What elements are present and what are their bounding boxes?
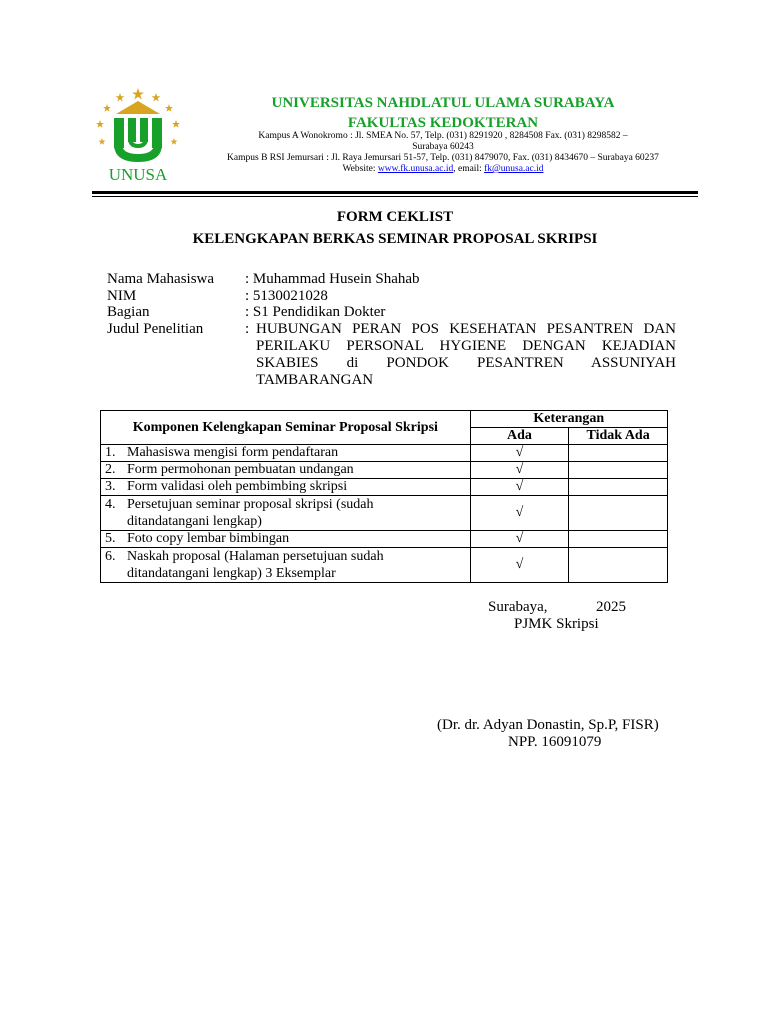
judul-line: HUBUNGAN PERAN POS KESEHATAN PESANTREN DAN: [256, 321, 676, 337]
header-ada: Ada: [470, 428, 569, 445]
faculty-name: FAKULTAS KEDOKTERAN: [347, 115, 539, 131]
logo-wordmark: UNUSA: [108, 165, 168, 184]
campus-b-address: Kampus B RSI Jemursari : Jl. Raya Jemursari 51-57, Telp. (031) 8479070, Fax. (031) 8434670 – Surabaya 60237: [227, 153, 659, 163]
bagian-value: : S1 Pendidikan Dokter: [245, 304, 386, 320]
form-title: FORM CEKLIST: [336, 209, 454, 225]
judul-line: TAMBARANGAN: [256, 372, 374, 388]
contact-line: [190, 164, 696, 175]
ada-cell: √: [470, 548, 569, 583]
tidak-ada-cell: [569, 548, 668, 583]
item-number: 4.: [105, 497, 116, 512]
item-cell: [101, 548, 471, 583]
item-cell: [101, 445, 471, 462]
item-line: [105, 548, 466, 565]
item-text: Mahasiswa mengisi form pendaftaran: [127, 445, 339, 460]
item-number: 1.: [105, 445, 116, 460]
ada-cell: √: [470, 462, 569, 479]
email-link[interactable]: fk@unusa.ac.id: [484, 164, 544, 174]
item-text: Form validasi oleh pembimbing skripsi: [127, 479, 348, 494]
nim-value: : 5130021028: [245, 288, 328, 304]
judul-line: PERILAKU PERSONAL HYGIENE DENGAN KEJADIAN: [256, 338, 676, 354]
item-number: 3.: [105, 479, 116, 494]
letterhead-rule-thick: [92, 191, 698, 194]
email-label: , email:: [453, 164, 485, 174]
signature-role: PJMK Skripsi: [514, 616, 599, 632]
item-text: Form permohonan pembuatan undangan: [127, 462, 354, 477]
signatory-npp: NPP. 16091079: [508, 734, 602, 750]
item-number: 2.: [105, 462, 116, 477]
unusa-emblem-icon: [92, 84, 184, 184]
table-row: [101, 445, 668, 462]
signature-place: Surabaya,: [488, 599, 548, 615]
unusa-logo: [92, 84, 184, 184]
ada-cell: √: [470, 445, 569, 462]
website-label: Website:: [342, 164, 378, 174]
signature-year: 2025: [596, 599, 626, 615]
item-number: 6.: [105, 549, 116, 564]
item-cell: [101, 479, 471, 496]
website-link[interactable]: www.fk.unusa.ac.id: [377, 164, 454, 174]
tidak-ada-cell: [569, 531, 668, 548]
judul-line: SKABIES di PONDOK PESANTREN ASSUNIYAH: [256, 355, 676, 371]
ada-cell: √: [470, 479, 569, 496]
checklist-table: [100, 410, 668, 583]
item-line: [105, 496, 466, 513]
campus-a-address: Kampus A Wonokromo : Jl. SMEA No. 57, Telp. (031) 8291920 , 8284508 Fax. (031) 8298582 –: [258, 131, 628, 141]
university-name: UNIVERSITAS NAHDLATUL ULAMA SURABAYA: [271, 95, 615, 111]
form-subtitle: KELENGKAPAN BERKAS SEMINAR PROPOSAL SKRIPSI: [192, 231, 598, 247]
judul-label: Judul Penelitian: [107, 321, 204, 337]
item-text: Persetujuan seminar proposal skripsi (sudah: [127, 497, 374, 512]
nama-label: Nama Mahasiswa: [107, 271, 215, 287]
table-header-row: [101, 411, 668, 428]
ada-cell: √: [470, 531, 569, 548]
item-line: [105, 565, 466, 582]
tidak-ada-cell: [569, 445, 668, 462]
table-row: [101, 531, 668, 548]
nim-label: NIM: [107, 288, 137, 304]
item-text: Naskah proposal (Halaman persetujuan sudah: [127, 549, 384, 564]
header-keterangan: Keterangan: [470, 411, 667, 428]
item-text: Foto copy lembar bimbingan: [127, 531, 290, 546]
table-row: [101, 496, 668, 531]
item-line: [105, 513, 466, 530]
header-tidak-ada: Tidak Ada: [569, 428, 668, 445]
bagian-label: Bagian: [107, 304, 150, 320]
header-komponen: Komponen Kelengkapan Seminar Proposal Skripsi: [101, 411, 471, 445]
ada-cell: √: [470, 496, 569, 531]
item-text: ditandatangani lengkap) 3 Eksemplar: [127, 566, 336, 581]
signatory-name: (Dr. dr. Adyan Donastin, Sp.P, FISR): [437, 717, 659, 733]
letterhead-rule-thin: [92, 196, 698, 197]
tidak-ada-cell: [569, 479, 668, 496]
item-cell: [101, 496, 471, 531]
item-number: 5.: [105, 531, 116, 546]
table-row: [101, 462, 668, 479]
item-text: ditandatangani lengkap): [127, 514, 262, 529]
table-row: [101, 548, 668, 583]
table-row: [101, 479, 668, 496]
nama-value: : Muhammad Husein Shahab: [245, 271, 420, 287]
item-cell: [101, 531, 471, 548]
campus-a-city: Surabaya 60243: [412, 142, 474, 152]
judul-colon: :: [245, 321, 250, 337]
item-cell: [101, 462, 471, 479]
judul-value: [256, 321, 676, 389]
tidak-ada-cell: [569, 462, 668, 479]
tidak-ada-cell: [569, 496, 668, 531]
